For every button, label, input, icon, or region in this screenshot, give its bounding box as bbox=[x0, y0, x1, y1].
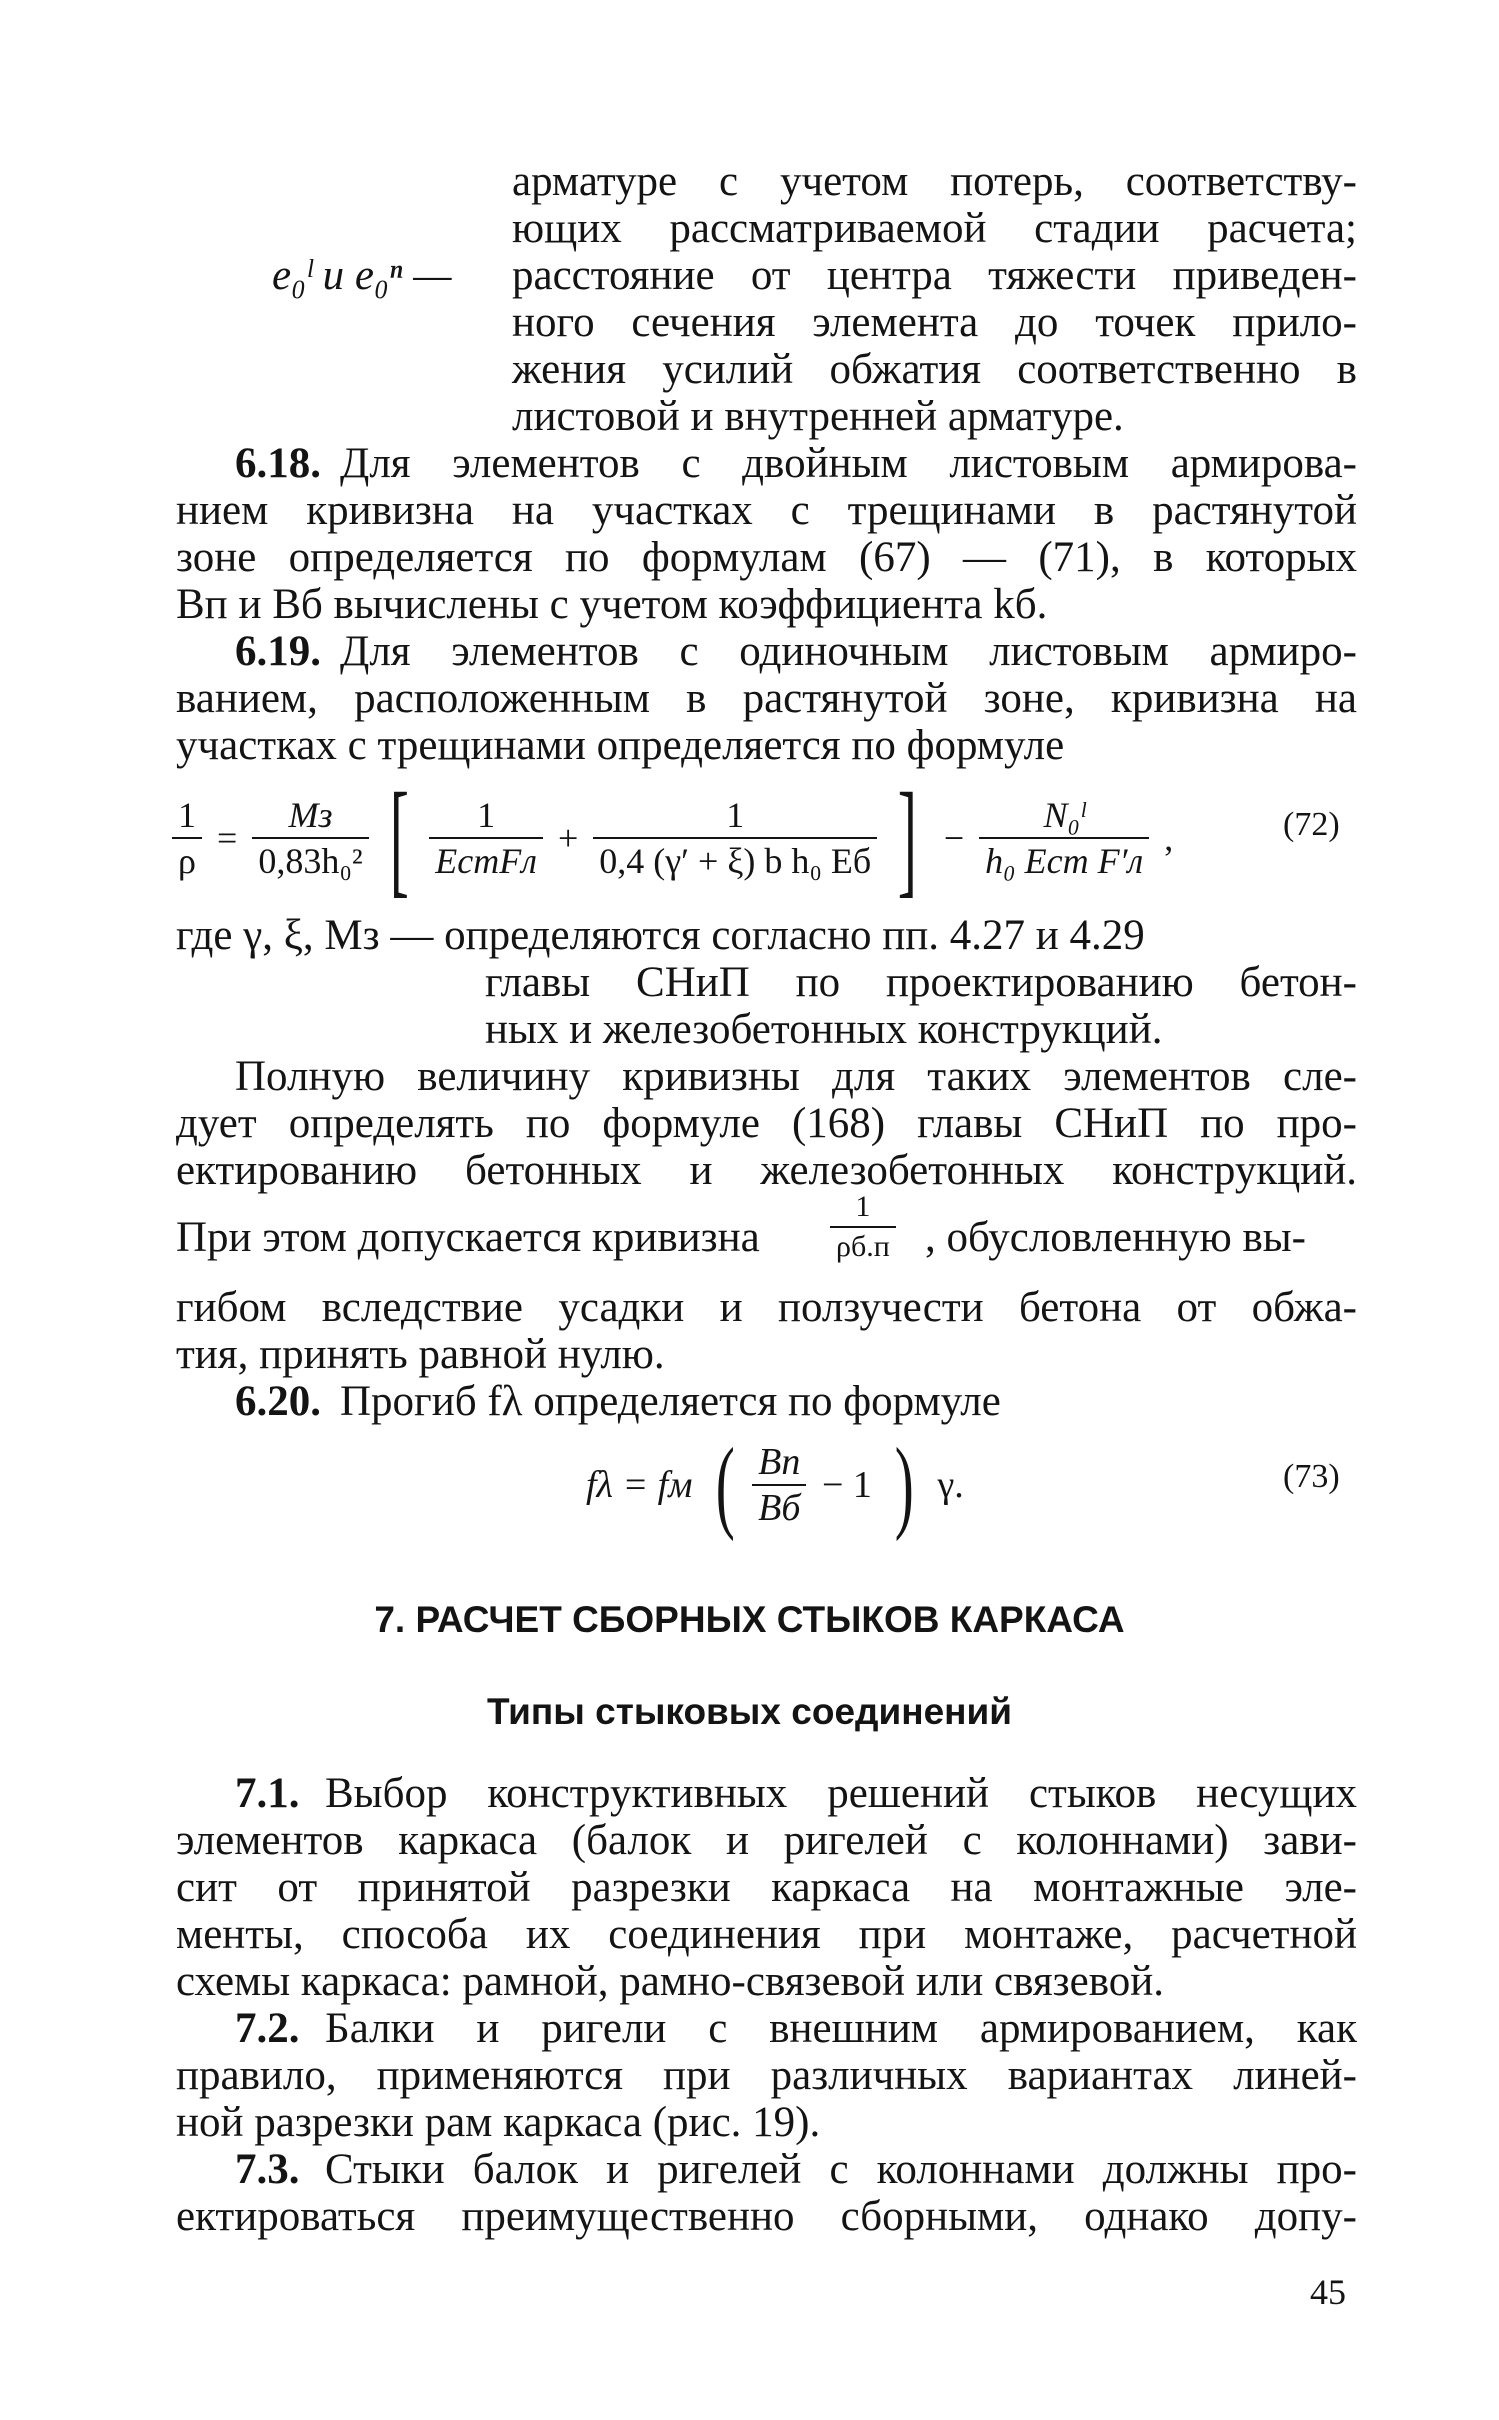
text-line: ных и железобетонных конструкций. bbox=[485, 1006, 1163, 1053]
frac-lhs: $\frac{1}{\rho}$ bbox=[172, 793, 202, 883]
section-subheading: Типы стыковых соединений bbox=[486, 1691, 1013, 1732]
equation-number: (72) bbox=[1283, 806, 1340, 843]
formula-72: $\frac{1}{\rho}$ = $\frac{Mз}{\text{0,83h₀²}}$ [ $\frac{1}{\text{EстFл}}$ + $\frac{1}{\text{0,4 (γ′ + ξ) b h₀ Eб}}$ ] − $\frac{\text{N₀ˡ}}{\text{h₀ Eст F′л}}$ , bbox=[172, 778, 1362, 900]
section-heading: 7. РАСЧЕТ СБОРНЫХ СТЫКОВ КАРКАСА bbox=[374, 1599, 1125, 1640]
text-line: гибом вследствие усадки и ползучести бетона от обжа- bbox=[176, 1284, 1357, 1331]
frac-moment: $\frac{Mз}{\text{0,83h₀²}}$ bbox=[252, 793, 368, 883]
paragraph-number: 6.19. bbox=[235, 628, 321, 675]
text-line: элементов каркаса (балок и ригелей с колоннами) зави- bbox=[176, 1817, 1357, 1864]
inline-fraction: 1 ρб.п bbox=[830, 1188, 896, 1266]
paragraph-number: 6.18. bbox=[235, 440, 321, 487]
text-line: Bп и Bб вычислены с учетом коэффициента kб. bbox=[176, 581, 1048, 628]
text-line: листовой и внутренней арматуре. bbox=[512, 393, 1124, 440]
frac-stiffness: $\frac{Bп}{Bб}$ bbox=[752, 1440, 806, 1530]
text-line: Полную величину кривизны для таких элементов сле- bbox=[235, 1053, 1357, 1100]
symbol-term: e₀ˡ и e₀ⁿ — bbox=[272, 252, 452, 299]
text-line: расстояние от центра тяжести приведен- bbox=[512, 252, 1357, 299]
page-number: 45 bbox=[1310, 2272, 1346, 2312]
text-line: нием кривизна на участках с трещинами в растянутой bbox=[176, 487, 1357, 534]
paragraph-number: 6.20. bbox=[235, 1378, 321, 1425]
text-line: Для элементов с двойным листовым армирова- bbox=[340, 440, 1357, 487]
text-line: сит от принятой разрезки каркаса на монтажные эле- bbox=[176, 1864, 1357, 1911]
paragraph-number: 7.1. bbox=[235, 1770, 300, 1817]
frac-steel: $\frac{1}{\text{EстFл}}$ bbox=[429, 793, 543, 883]
text-line: ющих рассматриваемой стадии расчета; bbox=[512, 205, 1357, 252]
text-line: тия, принять равной нулю. bbox=[176, 1331, 665, 1378]
text-line: правило, применяются при различных вариантах линей- bbox=[176, 2052, 1357, 2099]
text-line: жения усилий обжатия соответственно в bbox=[512, 346, 1357, 393]
text-line: Прогиб fλ определяется по формуле bbox=[340, 1378, 1001, 1425]
text-line: менты, способа их соединения при монтаже, расчетной bbox=[176, 1911, 1357, 1958]
text-line: Для элементов с одиночным листовым армиро- bbox=[340, 628, 1357, 675]
text-line: схемы каркаса: рамной, рамно-связевой или связевой. bbox=[176, 1958, 1164, 2005]
text-line: ванием, расположенным в растянутой зоне, кривизна на bbox=[176, 675, 1357, 722]
text-line: , обусловленную вы- bbox=[925, 1214, 1306, 1261]
text-line: зоне определяется по формулам (67) — (71), в которых bbox=[176, 534, 1357, 581]
text-line: главы СНиП по проектированию бетон- bbox=[485, 959, 1357, 1006]
paragraph-number: 7.2. bbox=[235, 2005, 300, 2052]
frac-force: $\frac{\text{N₀ˡ}}{\text{h₀ Eст F′л}}$ bbox=[979, 793, 1149, 883]
frac-concrete: $\frac{1}{\text{0,4 (γ′ + ξ) b h₀ Eб}}$ bbox=[593, 793, 877, 883]
text-line: Стыки балок и ригелей с колоннами должны про- bbox=[325, 2146, 1357, 2193]
text-line: арматуре с учетом потерь, соответству- bbox=[512, 158, 1357, 205]
text-line: ектированию бетонных и железобетонных конструкций. bbox=[176, 1147, 1357, 1194]
text-line: участках с трещинами определяется по формуле bbox=[176, 722, 1065, 769]
text-line: ной разрезки рам каркаса (рис. 19). bbox=[176, 2099, 821, 2146]
text-line: ектироваться преимущественно сборными, однако допу- bbox=[176, 2193, 1357, 2240]
equation-number: (73) bbox=[1283, 1458, 1340, 1495]
text-line: ного сечения элемента до точек прило- bbox=[512, 299, 1357, 346]
text-line: дует определять по формуле (168) главы СНиП по про- bbox=[176, 1100, 1357, 1147]
paragraph-number: 7.3. bbox=[235, 2146, 300, 2193]
text-line: При этом допускается кривизна bbox=[176, 1214, 760, 1261]
text-line: где γ, ξ, Mз — определяются согласно пп. 4.27 и 4.29 bbox=[176, 912, 1145, 959]
formula-73: fλ = fм ( $\frac{Bп}{Bб}$ − 1 ) γ. bbox=[586, 1427, 964, 1542]
text-line: Балки и ригели с внешним армированием, как bbox=[325, 2005, 1357, 2052]
text-line: Выбор конструктивных решений стыков несущих bbox=[325, 1770, 1357, 1817]
